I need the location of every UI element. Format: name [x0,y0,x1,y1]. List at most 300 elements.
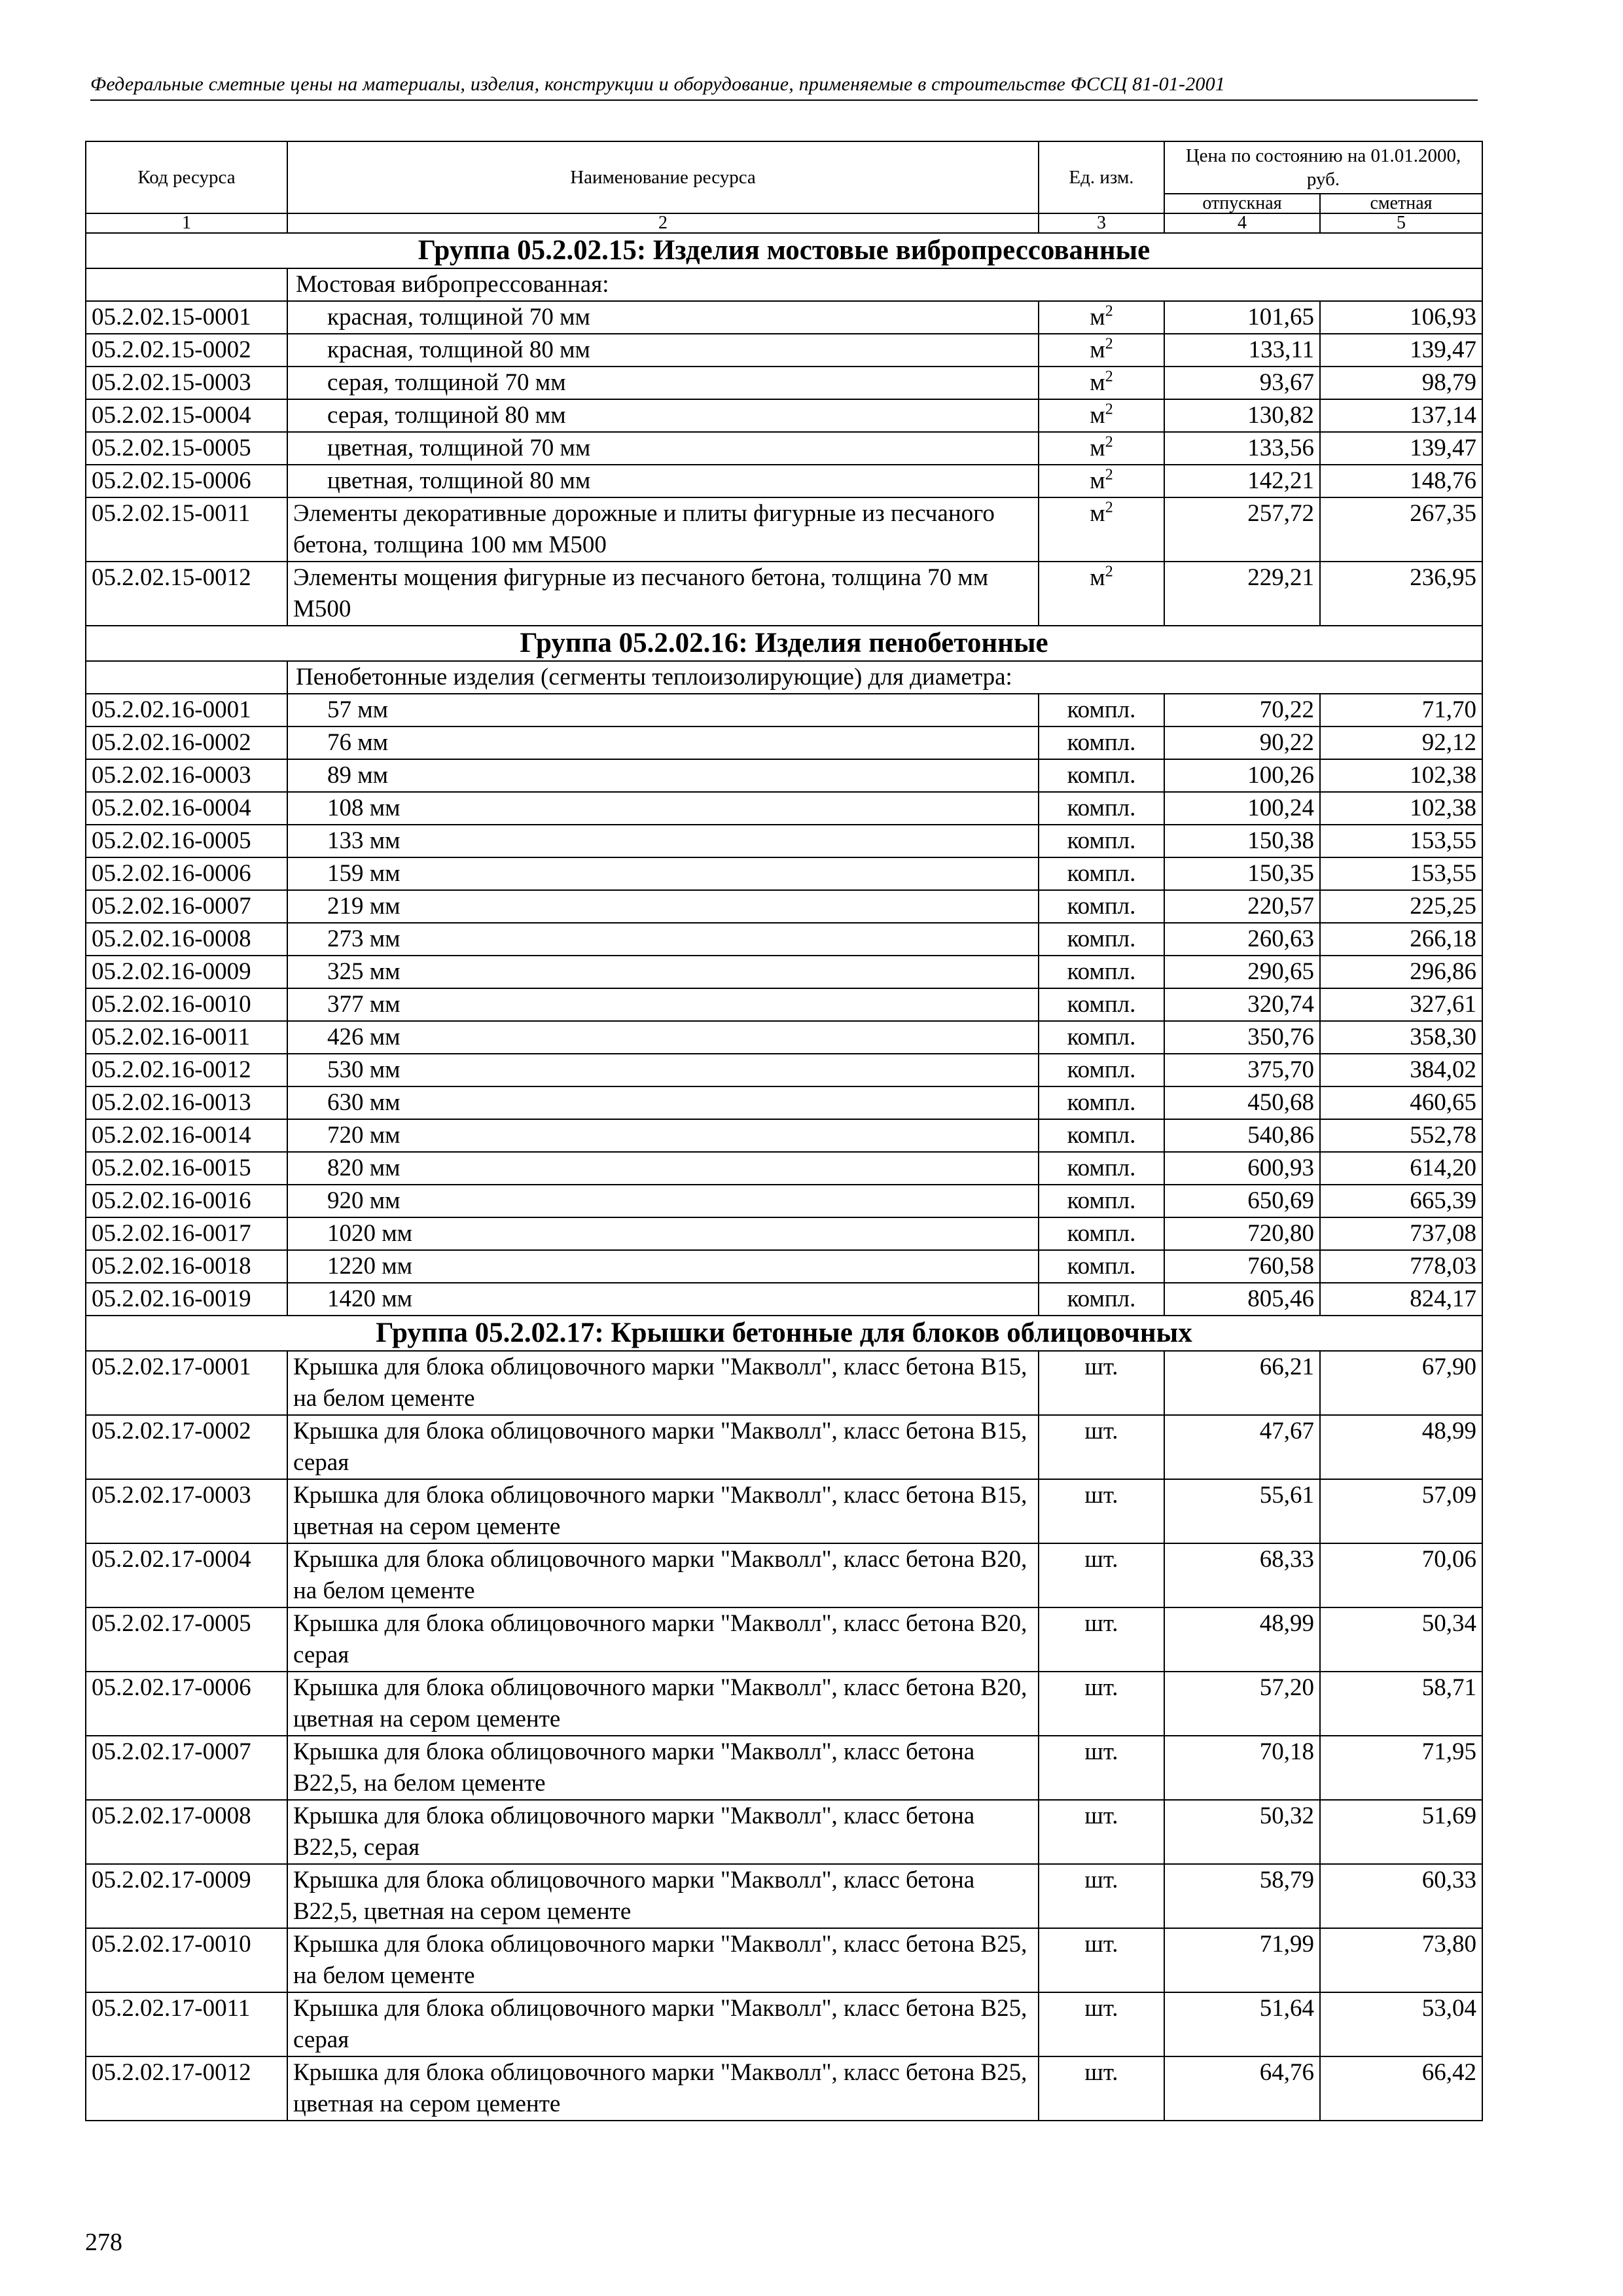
unit-text: компл. [1067,991,1136,1018]
resource-code: 05.2.02.16-0008 [86,923,287,956]
resource-name: 76 мм [287,726,1039,759]
table-row [86,1054,1482,1086]
resource-unit [1039,1217,1164,1250]
resource-code: 05.2.02.16-0003 [86,759,287,792]
resource-code: 05.2.02.16-0016 [86,1185,287,1217]
resource-name: Крышка для блока облицовочного марки "Макволл", класс бетона В20, цветная на сером цементе [287,1672,1039,1736]
release-price: 100,24 [1164,792,1320,825]
unit-superscript: 2 [1105,368,1113,386]
resource-code: 05.2.02.16-0010 [86,988,287,1021]
resource-code: 05.2.02.17-0007 [86,1736,287,1800]
resource-name: Элементы мощения фигурные из песчаного бетона, толщина 70 мм М500 [287,562,1039,626]
resource-name: 273 мм [287,923,1039,956]
resource-unit [1039,1800,1164,1864]
unit-text: компл. [1067,860,1136,887]
table-row [86,759,1482,792]
resource-code: 05.2.02.17-0004 [86,1543,287,1607]
release-price: 100,26 [1164,759,1320,792]
unit-text: компл. [1067,827,1136,854]
resource-unit [1039,1864,1164,1928]
subgroup-code-cell [86,661,287,694]
resource-unit [1039,988,1164,1021]
estimate-price: 92,12 [1320,726,1482,759]
estimate-price: 225,25 [1320,890,1482,923]
unit-text: шт. [1084,1418,1118,1444]
resource-name: Крышка для блока облицовочного марки "Макволл", класс бетона В25, на белом цементе [287,1928,1039,1992]
estimate-price: 665,39 [1320,1185,1482,1217]
unit-text: компл. [1067,1285,1136,1312]
table-row [86,301,1482,334]
resource-unit [1039,1928,1164,1992]
resource-name: Крышка для блока облицовочного марки "Макволл", класс бетона В22,5, на белом цементе [287,1736,1039,1800]
resource-code: 05.2.02.15-0012 [86,562,287,626]
release-price: 760,58 [1164,1250,1320,1283]
unit-text: шт. [1084,1354,1118,1380]
release-price: 290,65 [1164,956,1320,988]
release-price: 93,67 [1164,367,1320,399]
estimate-price: 384,02 [1320,1054,1482,1086]
release-price: 220,57 [1164,890,1320,923]
resource-name: Крышка для блока облицовочного марки "Макволл", класс бетона В25, цветная на сером цементе [287,2056,1039,2121]
resource-name: серая, толщиной 80 мм [287,399,1039,432]
unit-superscript: 2 [1105,433,1113,451]
unit-text: шт. [1084,1931,1118,1958]
release-price: 805,46 [1164,1283,1320,1316]
running-header: Федеральные сметные цены на материалы, изделия, конструкции и оборудование, применяемые в строительстве ФССЦ 81-01-2001 [90,73,1478,101]
unit-text: компл. [1067,1155,1136,1181]
estimate-price: 66,42 [1320,2056,1482,2121]
unit-text: шт. [1084,1482,1118,1509]
resource-name: 377 мм [287,988,1039,1021]
table-row [86,1736,1482,1800]
resource-unit [1039,956,1164,988]
unit-text: шт. [1084,1674,1118,1701]
estimate-price: 139,47 [1320,432,1482,465]
resource-unit [1039,1351,1164,1415]
table-row [86,1672,1482,1736]
release-price: 47,67 [1164,1415,1320,1479]
resource-code: 05.2.02.16-0017 [86,1217,287,1250]
resource-unit [1039,1185,1164,1217]
release-price: 55,61 [1164,1479,1320,1543]
unit-text: компл. [1067,958,1136,985]
group-row [86,1316,1482,1351]
col-number-5: 5 [1320,213,1482,233]
subgroup-title: Пенобетонные изделия (сегменты теплоизолирующие) для диаметра: [287,661,1482,694]
release-price: 70,18 [1164,1736,1320,1800]
estimate-price: 460,65 [1320,1086,1482,1119]
resource-unit [1039,792,1164,825]
estimate-price: 778,03 [1320,1250,1482,1283]
resource-unit [1039,759,1164,792]
resource-unit [1039,726,1164,759]
resource-name: Крышка для блока облицовочного марки "Макволл", класс бетона В20, серая [287,1607,1039,1672]
resource-unit [1039,1672,1164,1736]
resource-unit [1039,465,1164,497]
col-header-release: отпускная [1164,194,1320,213]
resource-name: 1220 мм [287,1250,1039,1283]
estimate-price: 71,70 [1320,694,1482,726]
table-row [86,923,1482,956]
resource-code: 05.2.02.16-0013 [86,1086,287,1119]
release-price: 150,38 [1164,825,1320,857]
release-price: 51,64 [1164,1992,1320,2056]
resource-unit [1039,2056,1164,2121]
unit-text: м [1090,435,1105,461]
release-price: 50,32 [1164,1800,1320,1864]
estimate-price: 106,93 [1320,301,1482,334]
unit-text: шт. [1084,1546,1118,1573]
page-number: 278 [85,2229,122,2256]
subgroup-row [86,268,1482,301]
table-row [86,792,1482,825]
resource-code: 05.2.02.17-0011 [86,1992,287,2056]
estimate-price: 824,17 [1320,1283,1482,1316]
resource-code: 05.2.02.17-0005 [86,1607,287,1672]
resource-code: 05.2.02.15-0003 [86,367,287,399]
subgroup-row [86,661,1482,694]
unit-text: компл. [1067,762,1136,789]
resource-name: 1420 мм [287,1283,1039,1316]
release-price: 257,72 [1164,497,1320,562]
unit-text: м [1090,304,1105,331]
release-price: 90,22 [1164,726,1320,759]
release-price: 101,65 [1164,301,1320,334]
release-price: 650,69 [1164,1185,1320,1217]
resource-unit [1039,1992,1164,2056]
table-row [86,497,1482,562]
group-row [86,626,1482,661]
unit-text: м [1090,500,1105,527]
resource-code: 05.2.02.17-0012 [86,2056,287,2121]
estimate-price: 71,95 [1320,1736,1482,1800]
table-row [86,1479,1482,1543]
resource-code: 05.2.02.15-0001 [86,301,287,334]
resource-name: 133 мм [287,825,1039,857]
release-price: 64,76 [1164,2056,1320,2121]
resource-code: 05.2.02.17-0006 [86,1672,287,1736]
release-price: 540,86 [1164,1119,1320,1152]
group-title: Группа 05.2.02.15: Изделия мостовые вибропрессованные [86,233,1482,268]
resource-name: Крышка для блока облицовочного марки "Макволл", класс бетона В15, цветная на сером цементе [287,1479,1039,1543]
estimate-price: 102,38 [1320,792,1482,825]
table-row [86,890,1482,923]
release-price: 375,70 [1164,1054,1320,1086]
table-row [86,1185,1482,1217]
col-number-1: 1 [86,213,287,233]
resource-name: 1020 мм [287,1217,1039,1250]
resource-name: Крышка для блока облицовочного марки "Макволл", класс бетона В15, на белом цементе [287,1351,1039,1415]
table-row [86,1119,1482,1152]
unit-text: шт. [1084,1995,1118,2022]
table-row [86,1800,1482,1864]
unit-superscript: 2 [1105,499,1113,516]
estimate-price: 53,04 [1320,1992,1482,2056]
unit-text: компл. [1067,1220,1136,1247]
resource-code: 05.2.02.17-0010 [86,1928,287,1992]
resource-unit [1039,497,1164,562]
release-price: 71,99 [1164,1928,1320,1992]
table-row [86,1152,1482,1185]
resource-code: 05.2.02.16-0001 [86,694,287,726]
table-row [86,465,1482,497]
resource-unit [1039,923,1164,956]
resource-unit [1039,1152,1164,1185]
estimate-price: 153,55 [1320,825,1482,857]
subgroup-code-cell [86,268,287,301]
unit-text: м [1090,402,1105,429]
resource-unit [1039,334,1164,367]
resource-code: 05.2.02.17-0002 [86,1415,287,1479]
release-price: 70,22 [1164,694,1320,726]
release-price: 68,33 [1164,1543,1320,1607]
unit-text: м [1090,369,1105,396]
table-row [86,1607,1482,1672]
unit-text: шт. [1084,1610,1118,1637]
resource-code: 05.2.02.16-0015 [86,1152,287,1185]
release-price: 450,68 [1164,1086,1320,1119]
group-title: Группа 05.2.02.17: Крышки бетонные для блоков облицовочных [86,1316,1482,1351]
group-row [86,233,1482,268]
estimate-price: 614,20 [1320,1152,1482,1185]
unit-text: шт. [1084,1803,1118,1829]
estimate-price: 327,61 [1320,988,1482,1021]
resource-name: серая, толщиной 70 мм [287,367,1039,399]
estimate-price: 137,14 [1320,399,1482,432]
table-row [86,988,1482,1021]
estimate-price: 153,55 [1320,857,1482,890]
estimate-price: 57,09 [1320,1479,1482,1543]
resource-name: цветная, толщиной 70 мм [287,432,1039,465]
estimate-price: 67,90 [1320,1351,1482,1415]
table-row [86,694,1482,726]
estimate-price: 267,35 [1320,497,1482,562]
resource-name: 820 мм [287,1152,1039,1185]
resource-code: 05.2.02.16-0004 [86,792,287,825]
resource-unit [1039,1119,1164,1152]
table-row [86,1415,1482,1479]
resource-name: Крышка для блока облицовочного марки "Макволл", класс бетона В25, серая [287,1992,1039,2056]
release-price: 350,76 [1164,1021,1320,1054]
col-header-code: Код ресурса [86,141,287,213]
unit-text: компл. [1067,1187,1136,1214]
subgroup-title: Мостовая вибропрессованная: [287,268,1482,301]
estimate-price: 148,76 [1320,465,1482,497]
release-price: 57,20 [1164,1672,1320,1736]
estimate-price: 236,95 [1320,562,1482,626]
table-row [86,726,1482,759]
resource-unit [1039,432,1164,465]
resource-unit [1039,367,1164,399]
estimate-price: 70,06 [1320,1543,1482,1607]
col-number-2: 2 [287,213,1039,233]
estimate-price: 73,80 [1320,1928,1482,1992]
estimate-price: 98,79 [1320,367,1482,399]
resource-name: Элементы декоративные дорожные и плиты фигурные из песчаного бетона, толщина 100 мм М500 [287,497,1039,562]
resource-name: 920 мм [287,1185,1039,1217]
unit-text: шт. [1084,1738,1118,1765]
table-row [86,1250,1482,1283]
resource-unit [1039,1543,1164,1607]
table-row [86,1217,1482,1250]
resource-unit [1039,1479,1164,1543]
estimate-price: 737,08 [1320,1217,1482,1250]
resource-unit [1039,1086,1164,1119]
table-row [86,399,1482,432]
col-header-name: Наименование ресурса [287,141,1039,213]
col-header-unit: Ед. изм. [1039,141,1164,213]
estimate-price: 358,30 [1320,1021,1482,1054]
table-body [86,233,1482,2121]
resource-code: 05.2.02.15-0002 [86,334,287,367]
unit-text: шт. [1084,2059,1118,2086]
unit-superscript: 2 [1105,563,1113,581]
group-title: Группа 05.2.02.16: Изделия пенобетонные [86,626,1482,661]
estimate-price: 552,78 [1320,1119,1482,1152]
unit-text: компл. [1067,1056,1136,1083]
resource-name: 89 мм [287,759,1039,792]
table-row [86,1283,1482,1316]
resource-unit [1039,1021,1164,1054]
table-row [86,1086,1482,1119]
resource-name: 530 мм [287,1054,1039,1086]
resource-unit [1039,1607,1164,1672]
release-price: 58,79 [1164,1864,1320,1928]
unit-text: компл. [1067,893,1136,920]
estimate-price: 50,34 [1320,1607,1482,1672]
table-row [86,1351,1482,1415]
estimate-price: 296,86 [1320,956,1482,988]
estimate-price: 58,71 [1320,1672,1482,1736]
resource-unit [1039,1415,1164,1479]
resource-code: 05.2.02.16-0019 [86,1283,287,1316]
col-number-4: 4 [1164,213,1320,233]
resource-code: 05.2.02.17-0009 [86,1864,287,1928]
resource-name: 720 мм [287,1119,1039,1152]
unit-text: компл. [1067,1089,1136,1116]
resource-code: 05.2.02.17-0008 [86,1800,287,1864]
resource-code: 05.2.02.16-0014 [86,1119,287,1152]
resource-code: 05.2.02.16-0009 [86,956,287,988]
table-row [86,825,1482,857]
resource-unit [1039,562,1164,626]
resource-name: Крышка для блока облицовочного марки "Макволл", класс бетона В20, на белом цементе [287,1543,1039,1607]
unit-superscript: 2 [1105,335,1113,353]
unit-text: компл. [1067,729,1136,756]
unit-superscript: 2 [1105,302,1113,320]
price-table [85,141,1483,2121]
resource-unit [1039,1283,1164,1316]
release-price: 142,21 [1164,465,1320,497]
unit-text: м [1090,467,1105,494]
unit-text: компл. [1067,795,1136,821]
resource-name: Крышка для блока облицовочного марки "Макволл", класс бетона В22,5, цветная на сером цементе [287,1864,1039,1928]
resource-code: 05.2.02.15-0004 [86,399,287,432]
resource-code: 05.2.02.16-0018 [86,1250,287,1283]
resource-code: 05.2.02.16-0012 [86,1054,287,1086]
resource-name: Крышка для блока облицовочного марки "Макволл", класс бетона В22,5, серая [287,1800,1039,1864]
resource-name: Крышка для блока облицовочного марки "Макволл", класс бетона В15, серая [287,1415,1039,1479]
resource-code: 05.2.02.15-0011 [86,497,287,562]
release-price: 48,99 [1164,1607,1320,1672]
resource-unit [1039,1250,1164,1283]
resource-unit [1039,694,1164,726]
estimate-price: 48,99 [1320,1415,1482,1479]
table-row [86,367,1482,399]
release-price: 320,74 [1164,988,1320,1021]
resource-unit [1039,301,1164,334]
resource-name: 219 мм [287,890,1039,923]
resource-code: 05.2.02.16-0007 [86,890,287,923]
unit-text: компл. [1067,925,1136,952]
resource-name: 426 мм [287,1021,1039,1054]
release-price: 66,21 [1164,1351,1320,1415]
table-row [86,562,1482,626]
table-row [86,2056,1482,2121]
resource-name: красная, толщиной 80 мм [287,334,1039,367]
resource-code: 05.2.02.16-0005 [86,825,287,857]
table-row [86,1543,1482,1607]
release-price: 600,93 [1164,1152,1320,1185]
resource-unit [1039,825,1164,857]
resource-code: 05.2.02.17-0001 [86,1351,287,1415]
resource-name: красная, толщиной 70 мм [287,301,1039,334]
release-price: 260,63 [1164,923,1320,956]
resource-name: 630 мм [287,1086,1039,1119]
resource-name: 325 мм [287,956,1039,988]
col-header-estimate: сметная [1320,194,1482,213]
unit-superscript: 2 [1105,466,1113,484]
resource-name: 108 мм [287,792,1039,825]
table-row [86,1928,1482,1992]
unit-text: компл. [1067,1253,1136,1280]
resource-code: 05.2.02.16-0011 [86,1021,287,1054]
col-number-3: 3 [1039,213,1164,233]
release-price: 133,11 [1164,334,1320,367]
table-row [86,857,1482,890]
resource-unit [1039,890,1164,923]
table-row [86,334,1482,367]
resource-unit [1039,399,1164,432]
resource-code: 05.2.02.17-0003 [86,1479,287,1543]
unit-text: компл. [1067,696,1136,723]
unit-text: шт. [1084,1867,1118,1893]
unit-text: м [1090,336,1105,363]
resource-unit [1039,1736,1164,1800]
release-price: 130,82 [1164,399,1320,432]
release-price: 720,80 [1164,1217,1320,1250]
table-row [86,1992,1482,2056]
resource-code: 05.2.02.15-0005 [86,432,287,465]
release-price: 133,56 [1164,432,1320,465]
unit-text: компл. [1067,1024,1136,1050]
resource-unit [1039,1054,1164,1086]
estimate-price: 139,47 [1320,334,1482,367]
resource-name: цветная, толщиной 80 мм [287,465,1039,497]
release-price: 229,21 [1164,562,1320,626]
resource-code: 05.2.02.16-0002 [86,726,287,759]
resource-code: 05.2.02.15-0006 [86,465,287,497]
table-row [86,432,1482,465]
unit-text: компл. [1067,1122,1136,1149]
estimate-price: 266,18 [1320,923,1482,956]
resource-name: 159 мм [287,857,1039,890]
estimate-price: 102,38 [1320,759,1482,792]
resource-name: 57 мм [287,694,1039,726]
table-row [86,1864,1482,1928]
unit-text: м [1090,564,1105,591]
unit-superscript: 2 [1105,401,1113,418]
